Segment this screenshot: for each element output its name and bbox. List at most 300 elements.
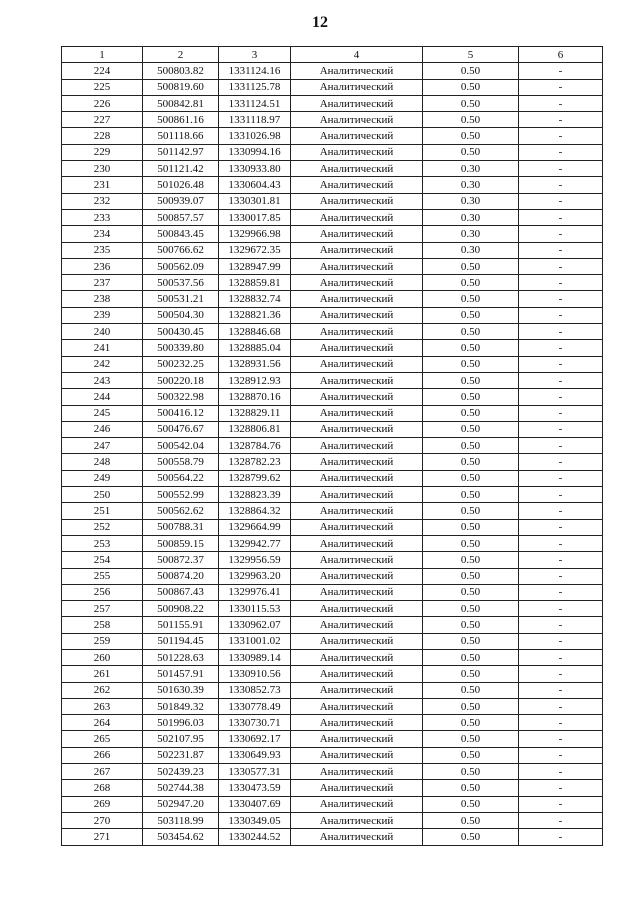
point-number-cell: 240 bbox=[62, 324, 143, 340]
y-coordinate-cell: 1330017.85 bbox=[219, 209, 291, 225]
note-cell: - bbox=[519, 698, 603, 714]
accuracy-cell: 0.30 bbox=[423, 242, 519, 258]
table-row bbox=[62, 340, 603, 356]
method-cell: Аналитический bbox=[291, 454, 423, 470]
x-coordinate-cell: 500339.80 bbox=[143, 340, 219, 356]
x-coordinate-cell: 501121.42 bbox=[143, 161, 219, 177]
accuracy-cell: 0.50 bbox=[423, 698, 519, 714]
table-row bbox=[62, 470, 603, 486]
table-row bbox=[62, 682, 603, 698]
table-row bbox=[62, 601, 603, 617]
table-row bbox=[62, 715, 603, 731]
note-cell: - bbox=[519, 340, 603, 356]
point-number-cell: 254 bbox=[62, 552, 143, 568]
method-cell: Аналитический bbox=[291, 487, 423, 503]
accuracy-cell: 0.50 bbox=[423, 79, 519, 95]
accuracy-cell: 0.50 bbox=[423, 601, 519, 617]
table-row bbox=[62, 764, 603, 780]
x-coordinate-cell: 500861.16 bbox=[143, 112, 219, 128]
point-number-cell: 257 bbox=[62, 601, 143, 617]
table-row bbox=[62, 649, 603, 665]
y-coordinate-cell: 1328947.99 bbox=[219, 258, 291, 274]
note-cell: - bbox=[519, 829, 603, 845]
point-number-cell: 253 bbox=[62, 535, 143, 551]
table-row bbox=[62, 552, 603, 568]
y-coordinate-cell: 1330301.81 bbox=[219, 193, 291, 209]
x-coordinate-cell: 500562.62 bbox=[143, 503, 219, 519]
table-row bbox=[62, 780, 603, 796]
method-cell: Аналитический bbox=[291, 764, 423, 780]
y-coordinate-cell: 1329942.77 bbox=[219, 535, 291, 551]
method-cell: Аналитический bbox=[291, 291, 423, 307]
method-cell: Аналитический bbox=[291, 144, 423, 160]
table-row bbox=[62, 177, 603, 193]
method-cell: Аналитический bbox=[291, 226, 423, 242]
note-cell: - bbox=[519, 812, 603, 828]
x-coordinate-cell: 500220.18 bbox=[143, 372, 219, 388]
accuracy-cell: 0.50 bbox=[423, 487, 519, 503]
y-coordinate-cell: 1331118.97 bbox=[219, 112, 291, 128]
accuracy-cell: 0.50 bbox=[423, 258, 519, 274]
table-row bbox=[62, 731, 603, 747]
x-coordinate-cell: 500872.37 bbox=[143, 552, 219, 568]
note-cell: - bbox=[519, 405, 603, 421]
point-number-cell: 239 bbox=[62, 307, 143, 323]
accuracy-cell: 0.50 bbox=[423, 666, 519, 682]
column-header: 2 bbox=[143, 47, 219, 63]
note-cell: - bbox=[519, 796, 603, 812]
accuracy-cell: 0.50 bbox=[423, 405, 519, 421]
point-number-cell: 246 bbox=[62, 421, 143, 437]
table-row bbox=[62, 617, 603, 633]
point-number-cell: 231 bbox=[62, 177, 143, 193]
accuracy-cell: 0.30 bbox=[423, 193, 519, 209]
point-number-cell: 230 bbox=[62, 161, 143, 177]
accuracy-cell: 0.30 bbox=[423, 177, 519, 193]
x-coordinate-cell: 500537.56 bbox=[143, 275, 219, 291]
accuracy-cell: 0.50 bbox=[423, 95, 519, 111]
y-coordinate-cell: 1330778.49 bbox=[219, 698, 291, 714]
point-number-cell: 228 bbox=[62, 128, 143, 144]
accuracy-cell: 0.50 bbox=[423, 715, 519, 731]
note-cell: - bbox=[519, 193, 603, 209]
accuracy-cell: 0.50 bbox=[423, 682, 519, 698]
method-cell: Аналитический bbox=[291, 307, 423, 323]
point-number-cell: 234 bbox=[62, 226, 143, 242]
point-number-cell: 236 bbox=[62, 258, 143, 274]
point-number-cell: 251 bbox=[62, 503, 143, 519]
y-coordinate-cell: 1329963.20 bbox=[219, 568, 291, 584]
point-number-cell: 256 bbox=[62, 584, 143, 600]
accuracy-cell: 0.50 bbox=[423, 438, 519, 454]
column-header: 6 bbox=[519, 47, 603, 63]
point-number-cell: 233 bbox=[62, 209, 143, 225]
point-number-cell: 249 bbox=[62, 470, 143, 486]
x-coordinate-cell: 502744.38 bbox=[143, 780, 219, 796]
method-cell: Аналитический bbox=[291, 63, 423, 79]
point-number-cell: 267 bbox=[62, 764, 143, 780]
x-coordinate-cell: 502231.87 bbox=[143, 747, 219, 763]
table-row bbox=[62, 291, 603, 307]
accuracy-cell: 0.50 bbox=[423, 535, 519, 551]
note-cell: - bbox=[519, 682, 603, 698]
point-number-cell: 266 bbox=[62, 747, 143, 763]
y-coordinate-cell: 1330730.71 bbox=[219, 715, 291, 731]
note-cell: - bbox=[519, 552, 603, 568]
method-cell: Аналитический bbox=[291, 95, 423, 111]
note-cell: - bbox=[519, 487, 603, 503]
accuracy-cell: 0.50 bbox=[423, 649, 519, 665]
accuracy-cell: 0.50 bbox=[423, 324, 519, 340]
accuracy-cell: 0.50 bbox=[423, 812, 519, 828]
table-row bbox=[62, 193, 603, 209]
method-cell: Аналитический bbox=[291, 731, 423, 747]
point-number-cell: 250 bbox=[62, 487, 143, 503]
y-coordinate-cell: 1330692.17 bbox=[219, 731, 291, 747]
table-row bbox=[62, 226, 603, 242]
note-cell: - bbox=[519, 617, 603, 633]
point-number-cell: 262 bbox=[62, 682, 143, 698]
x-coordinate-cell: 501118.66 bbox=[143, 128, 219, 144]
point-number-cell: 225 bbox=[62, 79, 143, 95]
table-row bbox=[62, 454, 603, 470]
point-number-cell: 242 bbox=[62, 356, 143, 372]
method-cell: Аналитический bbox=[291, 128, 423, 144]
accuracy-cell: 0.50 bbox=[423, 144, 519, 160]
x-coordinate-cell: 500819.60 bbox=[143, 79, 219, 95]
y-coordinate-cell: 1328782.23 bbox=[219, 454, 291, 470]
point-number-cell: 259 bbox=[62, 633, 143, 649]
x-coordinate-cell: 500843.45 bbox=[143, 226, 219, 242]
column-header: 1 bbox=[62, 47, 143, 63]
note-cell: - bbox=[519, 747, 603, 763]
y-coordinate-cell: 1329672.35 bbox=[219, 242, 291, 258]
note-cell: - bbox=[519, 209, 603, 225]
point-number-cell: 244 bbox=[62, 389, 143, 405]
y-coordinate-cell: 1329966.98 bbox=[219, 226, 291, 242]
table-row bbox=[62, 95, 603, 111]
table-row bbox=[62, 487, 603, 503]
y-coordinate-cell: 1328846.68 bbox=[219, 324, 291, 340]
x-coordinate-cell: 500564.22 bbox=[143, 470, 219, 486]
method-cell: Аналитический bbox=[291, 470, 423, 486]
y-coordinate-cell: 1329664.99 bbox=[219, 519, 291, 535]
x-coordinate-cell: 501996.03 bbox=[143, 715, 219, 731]
method-cell: Аналитический bbox=[291, 812, 423, 828]
y-coordinate-cell: 1328829.11 bbox=[219, 405, 291, 421]
point-number-cell: 269 bbox=[62, 796, 143, 812]
method-cell: Аналитический bbox=[291, 209, 423, 225]
table-row bbox=[62, 503, 603, 519]
table-row bbox=[62, 389, 603, 405]
table-row bbox=[62, 568, 603, 584]
note-cell: - bbox=[519, 275, 603, 291]
column-header: 3 bbox=[219, 47, 291, 63]
point-number-cell: 252 bbox=[62, 519, 143, 535]
x-coordinate-cell: 500859.15 bbox=[143, 535, 219, 551]
accuracy-cell: 0.50 bbox=[423, 503, 519, 519]
x-coordinate-cell: 500531.21 bbox=[143, 291, 219, 307]
note-cell: - bbox=[519, 535, 603, 551]
y-coordinate-cell: 1331026.98 bbox=[219, 128, 291, 144]
y-coordinate-cell: 1330577.31 bbox=[219, 764, 291, 780]
y-coordinate-cell: 1328823.39 bbox=[219, 487, 291, 503]
table-row bbox=[62, 161, 603, 177]
note-cell: - bbox=[519, 649, 603, 665]
point-number-cell: 261 bbox=[62, 666, 143, 682]
x-coordinate-cell: 500430.45 bbox=[143, 324, 219, 340]
page-number: 12 bbox=[312, 14, 328, 31]
accuracy-cell: 0.50 bbox=[423, 747, 519, 763]
point-number-cell: 245 bbox=[62, 405, 143, 421]
method-cell: Аналитический bbox=[291, 698, 423, 714]
accuracy-cell: 0.50 bbox=[423, 519, 519, 535]
method-cell: Аналитический bbox=[291, 535, 423, 551]
table-row bbox=[62, 405, 603, 421]
point-number-cell: 229 bbox=[62, 144, 143, 160]
note-cell: - bbox=[519, 324, 603, 340]
point-number-cell: 237 bbox=[62, 275, 143, 291]
y-coordinate-cell: 1328832.74 bbox=[219, 291, 291, 307]
x-coordinate-cell: 503118.99 bbox=[143, 812, 219, 828]
y-coordinate-cell: 1328864.32 bbox=[219, 503, 291, 519]
x-coordinate-cell: 500232.25 bbox=[143, 356, 219, 372]
x-coordinate-cell: 501026.48 bbox=[143, 177, 219, 193]
y-coordinate-cell: 1330994.16 bbox=[219, 144, 291, 160]
accuracy-cell: 0.50 bbox=[423, 633, 519, 649]
x-coordinate-cell: 500562.09 bbox=[143, 258, 219, 274]
note-cell: - bbox=[519, 242, 603, 258]
x-coordinate-cell: 500504.30 bbox=[143, 307, 219, 323]
method-cell: Аналитический bbox=[291, 633, 423, 649]
y-coordinate-cell: 1328821.36 bbox=[219, 307, 291, 323]
point-number-cell: 243 bbox=[62, 372, 143, 388]
note-cell: - bbox=[519, 454, 603, 470]
note-cell: - bbox=[519, 731, 603, 747]
method-cell: Аналитический bbox=[291, 682, 423, 698]
method-cell: Аналитический bbox=[291, 584, 423, 600]
accuracy-cell: 0.50 bbox=[423, 731, 519, 747]
point-number-cell: 227 bbox=[62, 112, 143, 128]
note-cell: - bbox=[519, 715, 603, 731]
table-row bbox=[62, 372, 603, 388]
method-cell: Аналитический bbox=[291, 503, 423, 519]
y-coordinate-cell: 1328885.04 bbox=[219, 340, 291, 356]
accuracy-cell: 0.50 bbox=[423, 389, 519, 405]
note-cell: - bbox=[519, 519, 603, 535]
point-number-cell: 255 bbox=[62, 568, 143, 584]
table-row bbox=[62, 438, 603, 454]
note-cell: - bbox=[519, 601, 603, 617]
note-cell: - bbox=[519, 764, 603, 780]
y-coordinate-cell: 1328784.76 bbox=[219, 438, 291, 454]
method-cell: Аналитический bbox=[291, 747, 423, 763]
point-number-cell: 265 bbox=[62, 731, 143, 747]
accuracy-cell: 0.50 bbox=[423, 112, 519, 128]
note-cell: - bbox=[519, 95, 603, 111]
method-cell: Аналитический bbox=[291, 372, 423, 388]
table-row bbox=[62, 356, 603, 372]
accuracy-cell: 0.50 bbox=[423, 829, 519, 845]
note-cell: - bbox=[519, 421, 603, 437]
x-coordinate-cell: 501194.45 bbox=[143, 633, 219, 649]
table-row bbox=[62, 275, 603, 291]
y-coordinate-cell: 1328912.93 bbox=[219, 372, 291, 388]
method-cell: Аналитический bbox=[291, 356, 423, 372]
y-coordinate-cell: 1331125.78 bbox=[219, 79, 291, 95]
table-row bbox=[62, 63, 603, 79]
note-cell: - bbox=[519, 112, 603, 128]
y-coordinate-cell: 1331001.02 bbox=[219, 633, 291, 649]
method-cell: Аналитический bbox=[291, 340, 423, 356]
method-cell: Аналитический bbox=[291, 666, 423, 682]
note-cell: - bbox=[519, 503, 603, 519]
method-cell: Аналитический bbox=[291, 258, 423, 274]
note-cell: - bbox=[519, 79, 603, 95]
table-row bbox=[62, 698, 603, 714]
table-row bbox=[62, 258, 603, 274]
point-number-cell: 258 bbox=[62, 617, 143, 633]
point-number-cell: 260 bbox=[62, 649, 143, 665]
note-cell: - bbox=[519, 372, 603, 388]
table-row bbox=[62, 796, 603, 812]
method-cell: Аналитический bbox=[291, 324, 423, 340]
table-row bbox=[62, 79, 603, 95]
x-coordinate-cell: 500416.12 bbox=[143, 405, 219, 421]
accuracy-cell: 0.50 bbox=[423, 275, 519, 291]
accuracy-cell: 0.50 bbox=[423, 372, 519, 388]
y-coordinate-cell: 1330244.52 bbox=[219, 829, 291, 845]
accuracy-cell: 0.50 bbox=[423, 340, 519, 356]
method-cell: Аналитический bbox=[291, 275, 423, 291]
method-cell: Аналитический bbox=[291, 552, 423, 568]
note-cell: - bbox=[519, 144, 603, 160]
x-coordinate-cell: 500788.31 bbox=[143, 519, 219, 535]
x-coordinate-cell: 500842.81 bbox=[143, 95, 219, 111]
table-row bbox=[62, 307, 603, 323]
table-row bbox=[62, 209, 603, 225]
y-coordinate-cell: 1330115.53 bbox=[219, 601, 291, 617]
x-coordinate-cell: 500322.98 bbox=[143, 389, 219, 405]
method-cell: Аналитический bbox=[291, 715, 423, 731]
y-coordinate-cell: 1330604.43 bbox=[219, 177, 291, 193]
accuracy-cell: 0.50 bbox=[423, 584, 519, 600]
note-cell: - bbox=[519, 438, 603, 454]
table-row bbox=[62, 633, 603, 649]
accuracy-cell: 0.50 bbox=[423, 128, 519, 144]
x-coordinate-cell: 501849.32 bbox=[143, 698, 219, 714]
x-coordinate-cell: 500908.22 bbox=[143, 601, 219, 617]
point-number-cell: 235 bbox=[62, 242, 143, 258]
y-coordinate-cell: 1329976.41 bbox=[219, 584, 291, 600]
accuracy-cell: 0.50 bbox=[423, 470, 519, 486]
method-cell: Аналитический bbox=[291, 829, 423, 845]
y-coordinate-cell: 1328870.16 bbox=[219, 389, 291, 405]
method-cell: Аналитический bbox=[291, 177, 423, 193]
point-number-cell: 241 bbox=[62, 340, 143, 356]
y-coordinate-cell: 1330989.14 bbox=[219, 649, 291, 665]
point-number-cell: 238 bbox=[62, 291, 143, 307]
table-row bbox=[62, 812, 603, 828]
column-header: 5 bbox=[423, 47, 519, 63]
method-cell: Аналитический bbox=[291, 389, 423, 405]
y-coordinate-cell: 1328859.81 bbox=[219, 275, 291, 291]
accuracy-cell: 0.50 bbox=[423, 291, 519, 307]
column-header: 4 bbox=[291, 47, 423, 63]
x-coordinate-cell: 500476.67 bbox=[143, 421, 219, 437]
note-cell: - bbox=[519, 389, 603, 405]
method-cell: Аналитический bbox=[291, 617, 423, 633]
table-row bbox=[62, 112, 603, 128]
accuracy-cell: 0.30 bbox=[423, 226, 519, 242]
table-row bbox=[62, 584, 603, 600]
method-cell: Аналитический bbox=[291, 421, 423, 437]
method-cell: Аналитический bbox=[291, 405, 423, 421]
y-coordinate-cell: 1330910.56 bbox=[219, 666, 291, 682]
note-cell: - bbox=[519, 161, 603, 177]
note-cell: - bbox=[519, 128, 603, 144]
x-coordinate-cell: 503454.62 bbox=[143, 829, 219, 845]
note-cell: - bbox=[519, 356, 603, 372]
method-cell: Аналитический bbox=[291, 79, 423, 95]
y-coordinate-cell: 1328931.56 bbox=[219, 356, 291, 372]
method-cell: Аналитический bbox=[291, 601, 423, 617]
x-coordinate-cell: 502107.95 bbox=[143, 731, 219, 747]
accuracy-cell: 0.30 bbox=[423, 161, 519, 177]
accuracy-cell: 0.50 bbox=[423, 307, 519, 323]
method-cell: Аналитический bbox=[291, 242, 423, 258]
accuracy-cell: 0.50 bbox=[423, 63, 519, 79]
x-coordinate-cell: 501228.63 bbox=[143, 649, 219, 665]
x-coordinate-cell: 500939.07 bbox=[143, 193, 219, 209]
accuracy-cell: 0.50 bbox=[423, 780, 519, 796]
x-coordinate-cell: 500542.04 bbox=[143, 438, 219, 454]
note-cell: - bbox=[519, 470, 603, 486]
y-coordinate-cell: 1329956.59 bbox=[219, 552, 291, 568]
x-coordinate-cell: 500803.82 bbox=[143, 63, 219, 79]
table-row bbox=[62, 421, 603, 437]
point-number-cell: 248 bbox=[62, 454, 143, 470]
accuracy-cell: 0.30 bbox=[423, 209, 519, 225]
y-coordinate-cell: 1331124.16 bbox=[219, 63, 291, 79]
note-cell: - bbox=[519, 307, 603, 323]
x-coordinate-cell: 500558.79 bbox=[143, 454, 219, 470]
table-row bbox=[62, 535, 603, 551]
x-coordinate-cell: 500857.57 bbox=[143, 209, 219, 225]
accuracy-cell: 0.50 bbox=[423, 454, 519, 470]
note-cell: - bbox=[519, 226, 603, 242]
accuracy-cell: 0.50 bbox=[423, 764, 519, 780]
y-coordinate-cell: 1330649.93 bbox=[219, 747, 291, 763]
point-number-cell: 232 bbox=[62, 193, 143, 209]
table-row bbox=[62, 519, 603, 535]
table-row bbox=[62, 666, 603, 682]
method-cell: Аналитический bbox=[291, 112, 423, 128]
note-cell: - bbox=[519, 177, 603, 193]
x-coordinate-cell: 501457.91 bbox=[143, 666, 219, 682]
x-coordinate-cell: 500867.43 bbox=[143, 584, 219, 600]
x-coordinate-cell: 502439.23 bbox=[143, 764, 219, 780]
method-cell: Аналитический bbox=[291, 438, 423, 454]
y-coordinate-cell: 1330962.07 bbox=[219, 617, 291, 633]
note-cell: - bbox=[519, 568, 603, 584]
table-body bbox=[62, 63, 603, 845]
y-coordinate-cell: 1330473.59 bbox=[219, 780, 291, 796]
accuracy-cell: 0.50 bbox=[423, 617, 519, 633]
x-coordinate-cell: 500552.99 bbox=[143, 487, 219, 503]
method-cell: Аналитический bbox=[291, 796, 423, 812]
note-cell: - bbox=[519, 584, 603, 600]
